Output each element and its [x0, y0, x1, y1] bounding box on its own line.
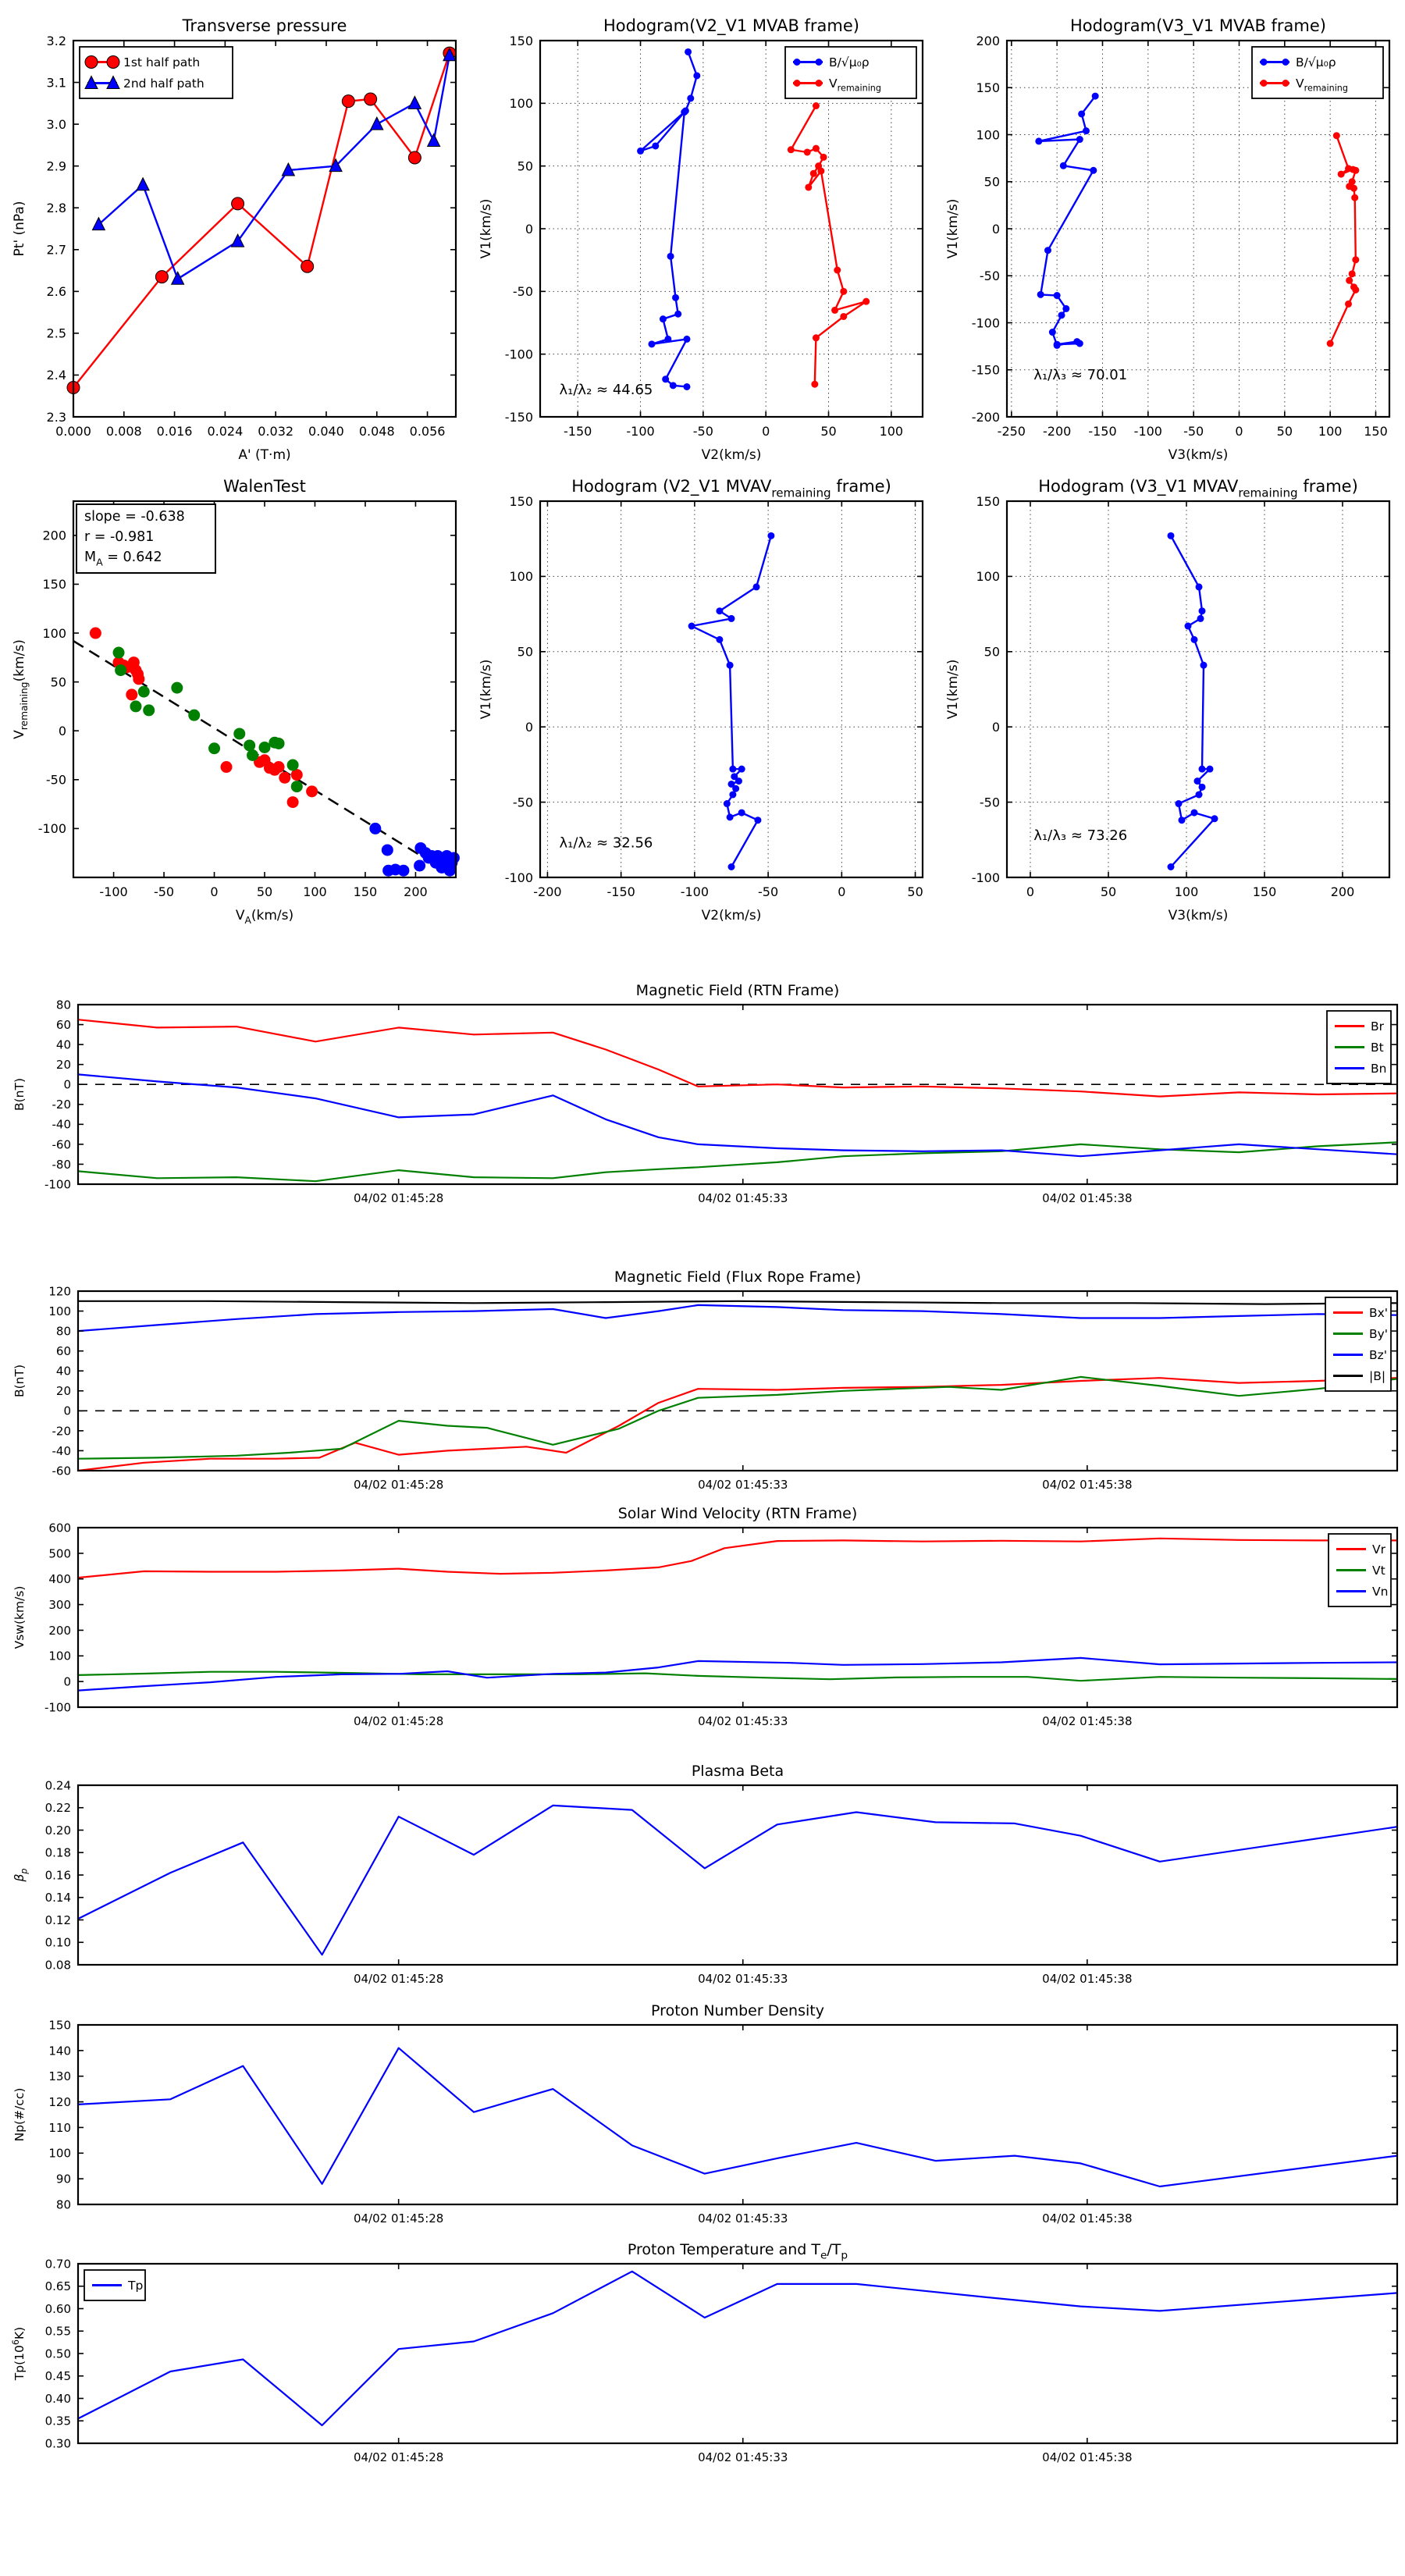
- svg-text:-150: -150: [606, 884, 635, 899]
- plot-plasma-beta: [0, 1759, 1405, 1994]
- svg-text:40: 40: [55, 1364, 71, 1379]
- svg-text:0.056: 0.056: [409, 424, 446, 439]
- svg-text:0.032: 0.032: [258, 424, 294, 439]
- svg-text:0: 0: [63, 1404, 71, 1418]
- svg-text:80: 80: [55, 998, 71, 1012]
- svg-text:V2(km/s): V2(km/s): [701, 447, 762, 463]
- svg-text:04/02 01:45:33: 04/02 01:45:33: [698, 1191, 788, 1205]
- svg-text:-50: -50: [692, 424, 713, 439]
- svg-text:3.2: 3.2: [46, 33, 66, 48]
- svg-text:2.3: 2.3: [46, 409, 66, 425]
- svg-text:βp: $\beta_p$: [12, 1868, 30, 1882]
- svg-text:50: 50: [907, 884, 923, 899]
- svg-text:50: 50: [820, 424, 837, 439]
- svg-text:-50: -50: [153, 884, 175, 899]
- svg-text:150: 150: [1252, 884, 1277, 899]
- svg-text:Proton Temperature and Te/Tp: Proton Temperature and $T_e/T_p$: [627, 2241, 848, 2262]
- svg-text:140: 140: [48, 2044, 71, 2058]
- svg-text:Pt' (nPa): Pt' (nPa): [12, 201, 27, 257]
- svg-text:3.1: 3.1: [46, 75, 66, 91]
- svg-text:Np(#/cc): Np(#/cc): [12, 2087, 27, 2142]
- svg-text:0.65: 0.65: [44, 2279, 71, 2294]
- svg-text:-100: -100: [971, 870, 1000, 885]
- svg-text:0: 0: [63, 1077, 71, 1092]
- svg-text:120: 120: [48, 1284, 71, 1299]
- svg-text:Solar Wind Velocity (RTN Frame: Solar Wind Velocity (RTN Frame): [617, 1505, 858, 1522]
- svg-text:Bn: Bn: [1371, 1062, 1387, 1076]
- svg-text:0.70: 0.70: [44, 2257, 71, 2272]
- svg-text:100: 100: [879, 424, 904, 439]
- svg-text:0.016: 0.016: [156, 424, 193, 439]
- svg-text:400: 400: [48, 1572, 71, 1587]
- svg-text:04/02 01:45:33: 04/02 01:45:33: [698, 2450, 788, 2464]
- svg-text:100: 100: [976, 127, 1000, 143]
- magnetic-field-flux-rope-chart: [0, 1265, 1405, 1500]
- svg-text:-100: -100: [44, 1700, 71, 1715]
- svg-text:100: 100: [509, 569, 533, 585]
- svg-text:04/02 01:45:28: 04/02 01:45:28: [353, 1191, 444, 1205]
- svg-text:Vremaining: $V_{remaining}$: [1296, 76, 1348, 94]
- svg-text:V1(km/s): V1(km/s): [945, 659, 961, 720]
- svg-text:80: 80: [55, 2197, 71, 2212]
- svg-text:150: 150: [42, 577, 66, 592]
- svg-text:-100: -100: [44, 1177, 71, 1192]
- plot-hodogram-v3v1-mvab: [940, 9, 1402, 468]
- hodogram-v3v1-mvav-chart: [940, 470, 1402, 929]
- svg-text:Br: Br: [1371, 1019, 1385, 1034]
- svg-text:-150: -150: [971, 362, 1000, 378]
- svg-text:By': By': [1369, 1327, 1389, 1341]
- svg-text:V1(km/s): V1(km/s): [945, 198, 961, 259]
- svg-text:0.55: 0.55: [44, 2324, 71, 2339]
- svg-text:20: 20: [55, 1058, 71, 1073]
- svg-text:0.040: 0.040: [308, 424, 344, 439]
- svg-text:slope = -0.638: slope = -0.638: [84, 509, 185, 525]
- svg-text:Transverse pressure: Transverse pressure: [182, 16, 347, 35]
- svg-text:2nd half path: 2nd half path: [123, 76, 205, 91]
- svg-text:-100: -100: [680, 884, 710, 899]
- svg-text:Hodogram(V3_V1 MVAB frame): Hodogram(V3_V1 MVAB frame): [1070, 16, 1326, 35]
- svg-text:200: 200: [1330, 884, 1355, 899]
- transverse-pressure-chart: [6, 9, 468, 468]
- svg-text:-20: -20: [52, 1098, 71, 1112]
- svg-text:04/02 01:45:33: 04/02 01:45:33: [698, 1478, 788, 1492]
- plot-walen-test: [6, 470, 468, 929]
- svg-text:0: 0: [1026, 884, 1035, 899]
- svg-text:100: 100: [1318, 424, 1343, 439]
- svg-text:Plasma Beta: Plasma Beta: [691, 1763, 784, 1780]
- svg-text:150: 150: [1364, 424, 1388, 439]
- svg-text:04/02 01:45:28: 04/02 01:45:28: [353, 1972, 444, 1986]
- svg-text:Bt: Bt: [1371, 1041, 1384, 1055]
- svg-text:150: 150: [976, 80, 1000, 96]
- svg-text:150: 150: [353, 884, 378, 899]
- svg-text:100: 100: [303, 884, 327, 899]
- svg-text:Bz': Bz': [1369, 1348, 1388, 1362]
- svg-text:0.20: 0.20: [44, 1823, 71, 1838]
- svg-text:0.000: 0.000: [55, 424, 91, 439]
- svg-text:-50: -50: [979, 269, 1000, 284]
- svg-text:0.14: 0.14: [44, 1891, 71, 1905]
- svg-text:Vn: Vn: [1372, 1585, 1389, 1599]
- svg-text:0.008: 0.008: [105, 424, 142, 439]
- svg-text:0.22: 0.22: [44, 1801, 71, 1816]
- svg-text:200: 200: [976, 33, 1000, 48]
- svg-text:0.10: 0.10: [44, 1935, 71, 1950]
- svg-text:60: 60: [55, 1017, 71, 1032]
- svg-text:Vt: Vt: [1372, 1564, 1385, 1578]
- walen-test-chart: [6, 470, 468, 929]
- svg-text:0.35: 0.35: [44, 2414, 71, 2428]
- svg-text:150: 150: [48, 2018, 71, 2033]
- svg-text:3.0: 3.0: [46, 116, 66, 132]
- proton-temperature-chart: [0, 2237, 1405, 2473]
- svg-text:-20: -20: [52, 1424, 71, 1439]
- svg-text:50: 50: [256, 884, 273, 899]
- svg-text:04/02 01:45:28: 04/02 01:45:28: [353, 1714, 444, 1728]
- svg-text:Hodogram(V2_V1 MVAB frame): Hodogram(V2_V1 MVAB frame): [603, 16, 859, 35]
- svg-text:B(nT): B(nT): [12, 1364, 27, 1398]
- svg-text:2.8: 2.8: [46, 200, 66, 215]
- svg-text:20: 20: [55, 1384, 71, 1399]
- svg-text:0: 0: [210, 884, 219, 899]
- svg-text:04/02 01:45:38: 04/02 01:45:38: [1042, 1478, 1133, 1492]
- svg-text:100: 100: [48, 1649, 71, 1663]
- svg-text:-100: -100: [626, 424, 655, 439]
- svg-text:04/02 01:45:33: 04/02 01:45:33: [698, 2211, 788, 2226]
- svg-text:200: 200: [48, 1623, 71, 1638]
- svg-text:-60: -60: [52, 1137, 71, 1152]
- svg-text:50: 50: [517, 644, 533, 660]
- solar-wind-velocity-chart: [0, 1501, 1405, 1737]
- svg-text:-100: -100: [971, 315, 1000, 331]
- svg-text:MA = 0.642: $M_A = 0.642$: [84, 550, 162, 568]
- svg-text:0.16: 0.16: [44, 1868, 71, 1883]
- svg-text:04/02 01:45:38: 04/02 01:45:38: [1042, 1972, 1133, 1986]
- svg-text:A' (T·m): A' (T·m): [238, 447, 291, 463]
- svg-text:-40: -40: [52, 1117, 71, 1132]
- hodogram-v2v1-mvab-chart: [473, 9, 935, 468]
- svg-text:-80: -80: [52, 1157, 71, 1172]
- svg-text:-100: -100: [504, 347, 533, 362]
- plot-hodogram-v2v1-mvav: [473, 470, 935, 929]
- svg-text:500: 500: [48, 1546, 71, 1561]
- svg-text:Magnetic Field (RTN Frame): Magnetic Field (RTN Frame): [635, 982, 840, 999]
- svg-text:40: 40: [55, 1037, 71, 1052]
- svg-text:04/02 01:45:28: 04/02 01:45:28: [353, 2450, 444, 2464]
- svg-text:04/02 01:45:28: 04/02 01:45:28: [353, 2211, 444, 2226]
- svg-text:-150: -150: [564, 424, 592, 439]
- svg-text:-100: -100: [504, 870, 533, 885]
- svg-text:2.7: 2.7: [46, 242, 66, 258]
- svg-text:Hodogram (V3_V1 MVAVremaining: Hodogram (V3_V1 $MVAV_{remaining}$ frame): [1038, 477, 1358, 500]
- svg-text:04/02 01:45:38: 04/02 01:45:38: [1042, 1191, 1133, 1205]
- svg-text:04/02 01:45:33: 04/02 01:45:33: [698, 1714, 788, 1728]
- svg-text:-40: -40: [52, 1443, 71, 1458]
- svg-text:100: 100: [48, 1304, 71, 1318]
- plot-proton-temperature: [0, 2237, 1405, 2473]
- svg-text:Bx': Bx': [1369, 1306, 1389, 1320]
- svg-text:V3(km/s): V3(km/s): [1168, 447, 1229, 463]
- svg-text:0: 0: [63, 1674, 71, 1689]
- svg-text:50: 50: [984, 644, 1000, 660]
- svg-text:300: 300: [48, 1597, 71, 1612]
- svg-text:-150: -150: [504, 409, 533, 425]
- svg-text:λ₁/λ₃ ≈ 70.01: λ₁/λ₃ ≈ 70.01: [1033, 366, 1128, 383]
- svg-text:Magnetic Field (Flux Rope Fram: Magnetic Field (Flux Rope Frame): [614, 1268, 862, 1286]
- svg-text:600: 600: [48, 1521, 71, 1535]
- svg-text:-250: -250: [997, 424, 1026, 439]
- svg-text:80: 80: [55, 1324, 71, 1339]
- svg-text:B/√μ₀ρ: B/√μ₀ρ: [829, 55, 870, 69]
- svg-text:-100: -100: [1133, 424, 1162, 439]
- svg-text:100: 100: [976, 569, 1000, 585]
- plot-solar-wind-velocity: [0, 1501, 1405, 1737]
- svg-text:|B|: |B|: [1369, 1369, 1386, 1383]
- svg-text:0: 0: [991, 221, 1000, 237]
- svg-text:-100: -100: [37, 821, 66, 837]
- svg-text:0: 0: [991, 719, 1000, 735]
- svg-text:Proton Number Density: Proton Number Density: [651, 2002, 824, 2019]
- svg-text:0.60: 0.60: [44, 2301, 71, 2316]
- svg-text:100: 100: [48, 2146, 71, 2161]
- svg-text:B/√μ₀ρ: B/√μ₀ρ: [1296, 55, 1336, 69]
- svg-text:0.024: 0.024: [207, 424, 244, 439]
- magnetic-field-rtn-chart: [0, 978, 1405, 1214]
- svg-text:0: 0: [525, 221, 533, 237]
- hodogram-v3v1-mvab-chart: [940, 9, 1402, 468]
- svg-text:50: 50: [50, 674, 66, 690]
- svg-text:04/02 01:45:38: 04/02 01:45:38: [1042, 1714, 1133, 1728]
- svg-text:0: 0: [1235, 424, 1243, 439]
- svg-text:50: 50: [1100, 884, 1117, 899]
- svg-text:150: 150: [509, 493, 533, 509]
- svg-text:100: 100: [1174, 884, 1199, 899]
- svg-text:V1(km/s): V1(km/s): [478, 659, 494, 720]
- svg-text:-200: -200: [1043, 424, 1072, 439]
- hodogram-v2v1-mvav-chart: [473, 470, 935, 929]
- svg-text:B(nT): B(nT): [12, 1077, 27, 1112]
- plot-proton-number-density: [0, 1998, 1405, 2234]
- svg-text:50: 50: [984, 174, 1000, 190]
- svg-text:Vr: Vr: [1372, 1542, 1385, 1557]
- svg-text:λ₁/λ₃ ≈ 73.26: λ₁/λ₃ ≈ 73.26: [1033, 827, 1128, 844]
- svg-text:-100: -100: [99, 884, 128, 899]
- plot-transverse-pressure: [6, 9, 468, 468]
- svg-text:130: 130: [48, 2069, 71, 2084]
- svg-text:Vremaining: $V_{remaining}$: [829, 76, 881, 94]
- svg-text:200: 200: [404, 884, 428, 899]
- svg-text:V3(km/s): V3(km/s): [1168, 908, 1229, 923]
- svg-text:2.6: 2.6: [46, 284, 66, 300]
- svg-text:-50: -50: [45, 772, 66, 788]
- svg-text:0.24: 0.24: [44, 1778, 71, 1793]
- svg-text:-150: -150: [1088, 424, 1117, 439]
- svg-text:04/02 01:45:38: 04/02 01:45:38: [1042, 2450, 1133, 2464]
- svg-text:-50: -50: [512, 284, 533, 300]
- plot-magnetic-field-rtn: [0, 978, 1405, 1214]
- svg-text:200: 200: [42, 528, 66, 543]
- svg-text:0: 0: [58, 723, 66, 738]
- svg-text:2.5: 2.5: [46, 326, 66, 341]
- svg-text:-50: -50: [758, 884, 779, 899]
- svg-text:120: 120: [48, 2094, 71, 2109]
- plasma-beta-chart: [0, 1759, 1405, 1994]
- svg-text:1st half path: 1st half path: [123, 55, 201, 69]
- proton-number-density-chart: [0, 1998, 1405, 2234]
- svg-text:110: 110: [48, 2120, 71, 2135]
- svg-text:04/02 01:45:33: 04/02 01:45:33: [698, 1972, 788, 1986]
- svg-text:Tp(106K): $Tp(10^6K)$: [11, 2326, 27, 2381]
- svg-text:60: 60: [55, 1344, 71, 1359]
- svg-text:100: 100: [42, 625, 66, 641]
- plot-magnetic-field-flux-rope: [0, 1265, 1405, 1500]
- svg-text:-50: -50: [1183, 424, 1204, 439]
- svg-text:0.12: 0.12: [44, 1912, 71, 1927]
- svg-text:100: 100: [509, 96, 533, 112]
- svg-text:Hodogram (V2_V1 MVAVremaining: Hodogram (V2_V1 $MVAV_{remaining}$ frame): [571, 477, 891, 500]
- svg-text:0.50: 0.50: [44, 2347, 71, 2361]
- svg-text:90: 90: [55, 2172, 71, 2186]
- svg-text:0: 0: [762, 424, 770, 439]
- svg-text:0.18: 0.18: [44, 1845, 71, 1860]
- svg-text:150: 150: [509, 33, 533, 48]
- plot-hodogram-v2v1-mvab: [473, 9, 935, 468]
- svg-text:V1(km/s): V1(km/s): [478, 198, 494, 259]
- svg-text:VA(km/s): $V_A(km/s)$: [235, 908, 294, 927]
- svg-text:-50: -50: [979, 795, 1000, 810]
- svg-text:-200: -200: [971, 409, 1000, 425]
- svg-text:r = -0.981: r = -0.981: [84, 529, 155, 545]
- svg-text:WalenTest: WalenTest: [223, 477, 306, 496]
- svg-text:150: 150: [976, 493, 1000, 509]
- svg-text:0.45: 0.45: [44, 2369, 71, 2384]
- svg-text:Tp: Tp: [128, 2279, 144, 2293]
- svg-text:50: 50: [517, 158, 533, 174]
- svg-text:04/02 01:45:28: 04/02 01:45:28: [353, 1478, 444, 1492]
- svg-text:0.40: 0.40: [44, 2391, 71, 2406]
- svg-text:0.08: 0.08: [44, 1958, 71, 1973]
- svg-text:50: 50: [1276, 424, 1293, 439]
- svg-text:V2(km/s): V2(km/s): [701, 908, 762, 923]
- svg-text:0.048: 0.048: [358, 424, 395, 439]
- svg-text:0.30: 0.30: [44, 2436, 71, 2451]
- svg-text:λ₁/λ₂ ≈ 44.65: λ₁/λ₂ ≈ 44.65: [559, 382, 653, 399]
- svg-text:2.9: 2.9: [46, 158, 66, 174]
- svg-text:-50: -50: [512, 795, 533, 810]
- svg-text:Vsw(km/s): Vsw(km/s): [12, 1585, 27, 1649]
- svg-text:Vremaining(km/s): $V_{remaining}(km/s)$: [12, 639, 30, 739]
- svg-text:0: 0: [525, 719, 533, 735]
- svg-text:04/02 01:45:38: 04/02 01:45:38: [1042, 2211, 1133, 2226]
- svg-text:2.4: 2.4: [46, 368, 66, 383]
- svg-text:0: 0: [838, 884, 846, 899]
- svg-text:-60: -60: [52, 1464, 71, 1478]
- plot-hodogram-v3v1-mvav: [940, 470, 1402, 929]
- svg-text:-200: -200: [533, 884, 562, 899]
- svg-text:λ₁/λ₂ ≈ 32.56: λ₁/λ₂ ≈ 32.56: [559, 834, 653, 852]
